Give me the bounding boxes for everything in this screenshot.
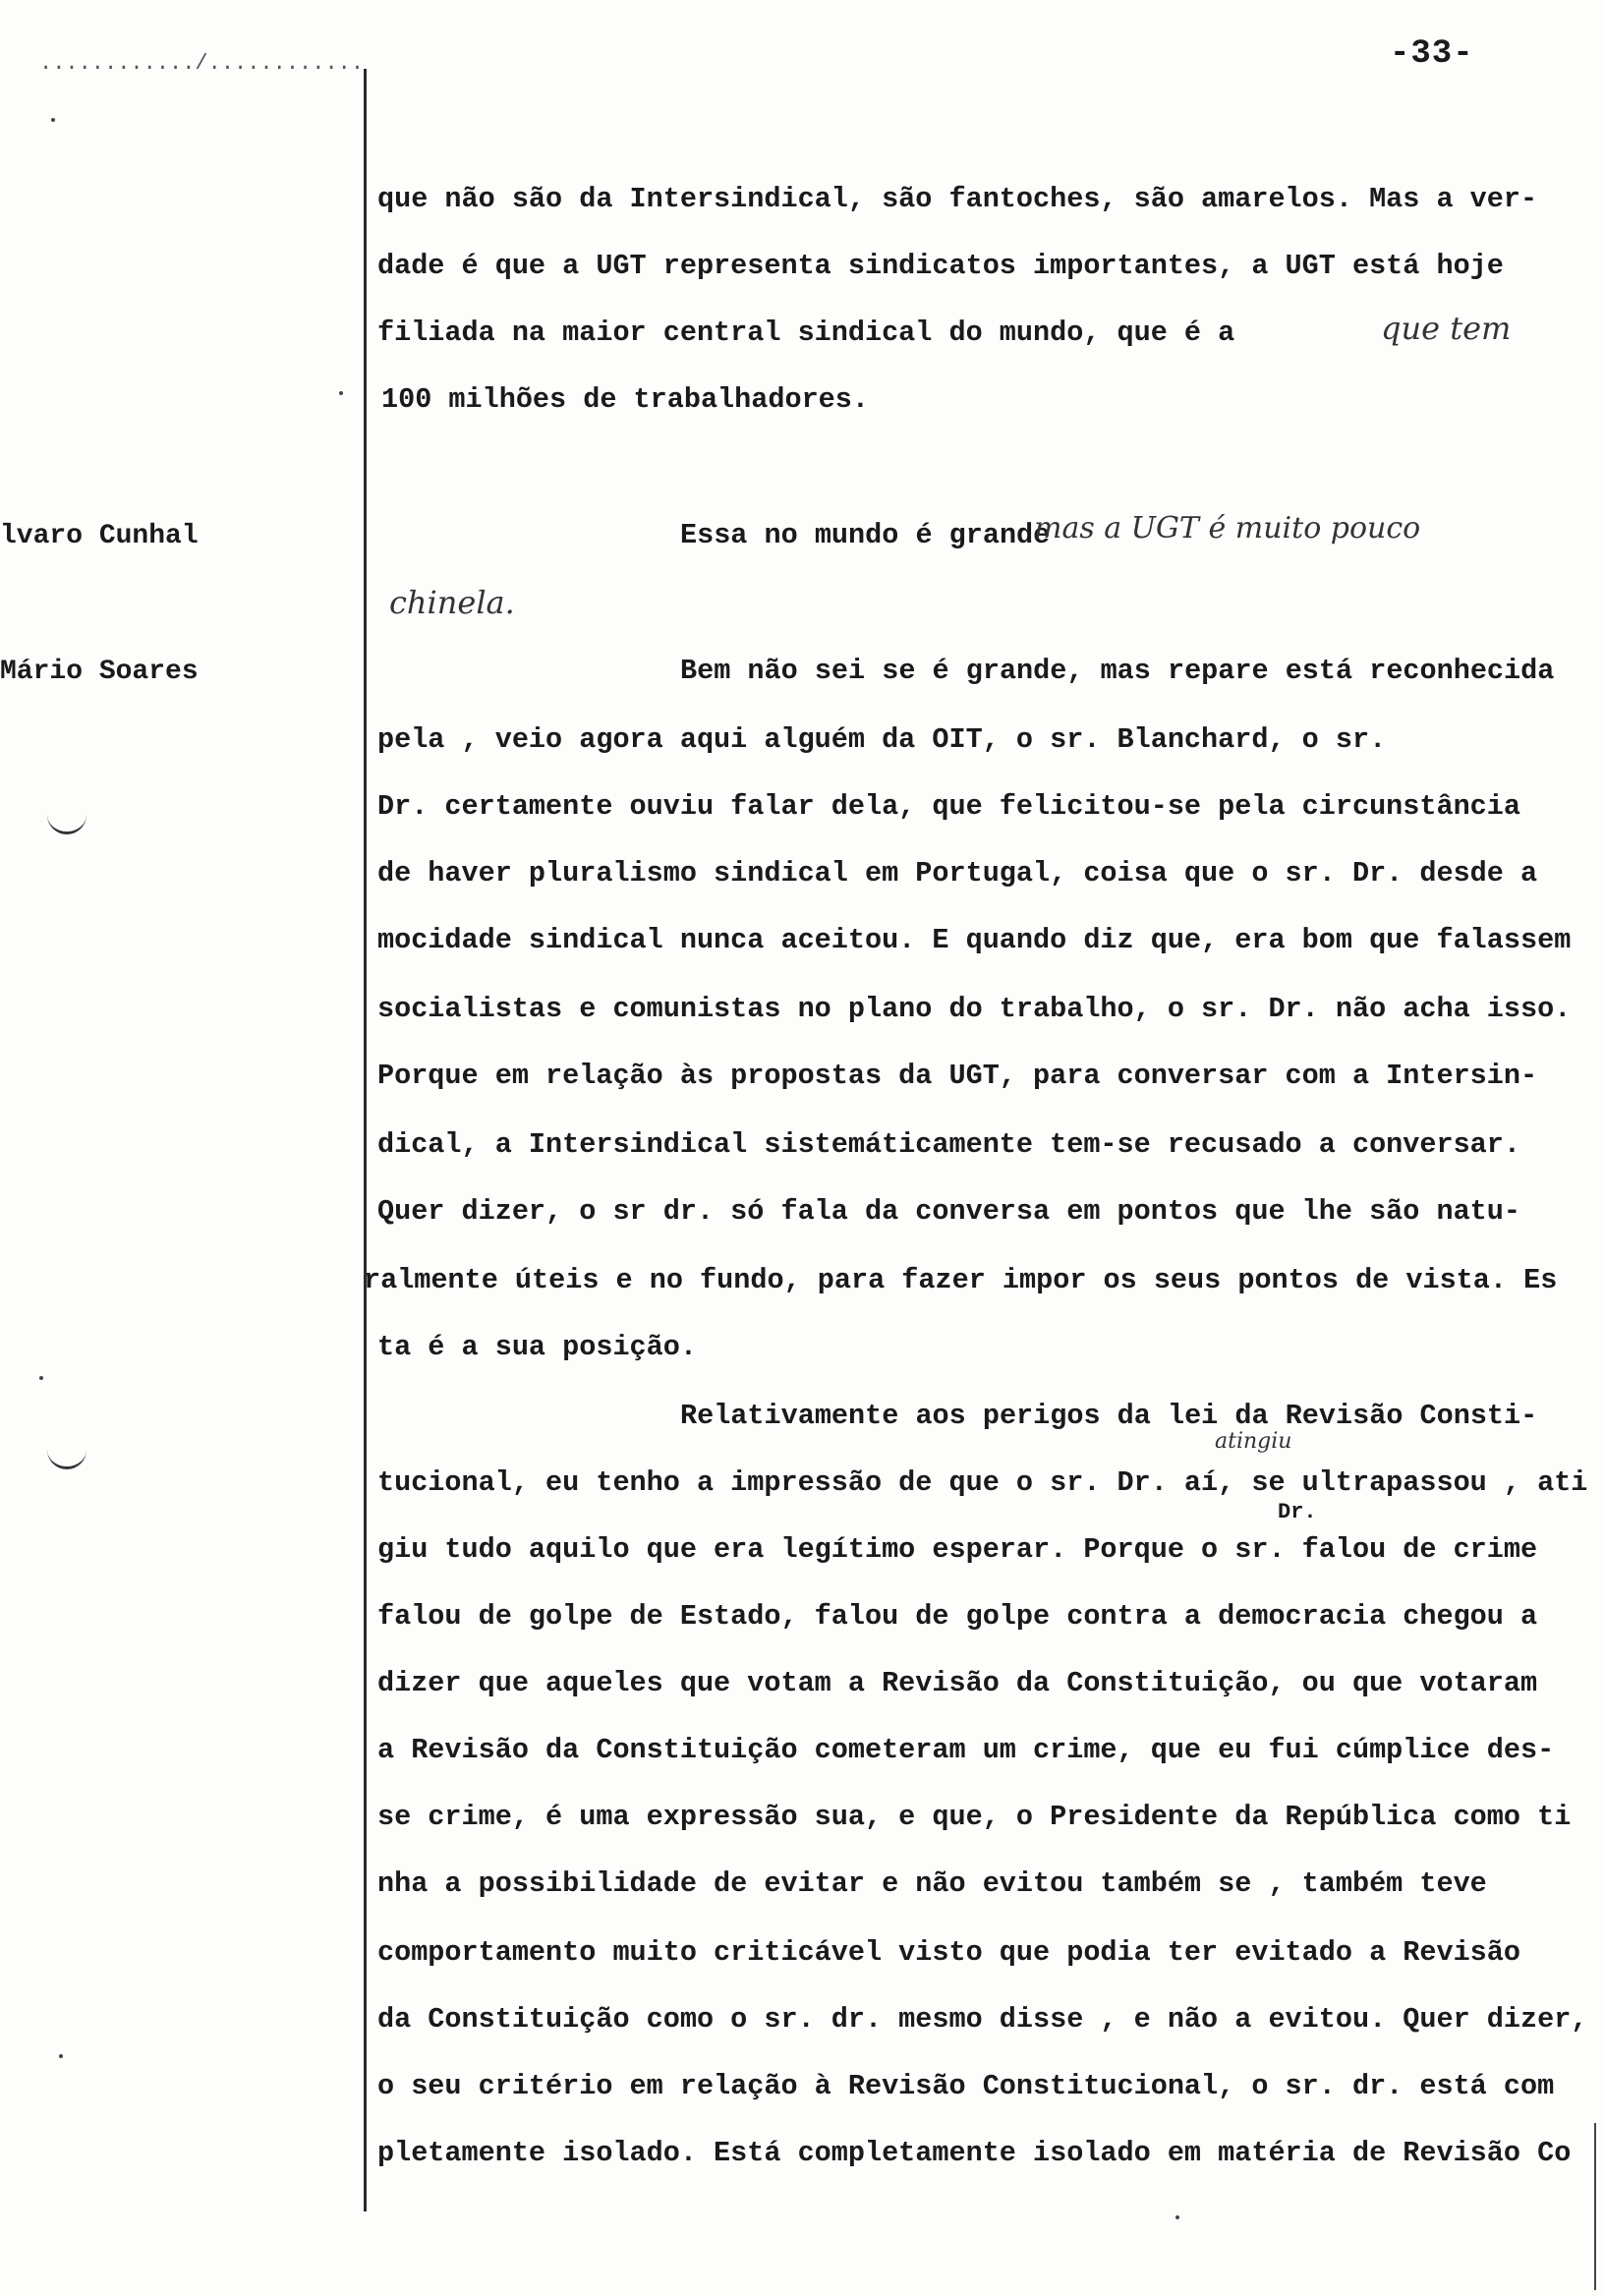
text-line: se crime, é uma expressão sua, e que, o Presidente da República como ti <box>377 1801 1572 1833</box>
text-line: a Revisão da Constituição cometeram um crime, que eu fui cúmplice des- <box>377 1734 1555 1766</box>
text-line: Relativamente aos perigos da lei da Revisão Consti- <box>680 1400 1538 1432</box>
text-line: Bem não sei se é grande, mas repare está reconhecida <box>680 655 1555 687</box>
text-line: dade é que a UGT representa sindicatos importantes, a UGT está hoje <box>377 250 1504 282</box>
superscript-note: Dr. <box>1278 1500 1317 1524</box>
text-line: giu tudo aquilo que era legítimo esperar. Porque o sr. falou de crime <box>377 1533 1538 1566</box>
handwritten-note: que tem <box>1381 310 1512 347</box>
top-left-mark: ............/............ <box>39 51 365 76</box>
text-line: dizer que aqueles que votam a Revisão da Constituição, ou que votaram <box>377 1667 1538 1699</box>
speaker-name: lvaro Cunhal <box>0 521 199 551</box>
text-line: Porque em relação às propostas da UGT, para conversar com a Intersin- <box>377 1060 1538 1092</box>
text-line: filiada na maior central sindical do mundo, que é a <box>377 316 1235 349</box>
text-line: pletamente isolado. Está completamente isolado em matéria de Revisão Co <box>377 2137 1572 2169</box>
text-line: ta é a sua posição. <box>377 1331 697 1363</box>
text-line: socialistas e comunistas no plano do trabalho, o sr. Dr. não acha isso. <box>377 993 1572 1025</box>
text-line: ralmente úteis e no fundo, para fazer impor os seus pontos de vista. Es <box>364 1264 1558 1296</box>
text-line: nha a possibilidade de evitar e não evitou também se , também teve <box>377 1867 1487 1900</box>
text-line: que não são da Intersindical, são fantoches, são amarelos. Mas a ver- <box>377 183 1538 215</box>
text-line: Essa no mundo é grande <box>680 519 1051 551</box>
text-line: comportamento muito criticável visto que podia ter evitado a Revisão <box>377 1936 1520 1969</box>
text-line: 100 milhões de trabalhadores. <box>381 383 869 416</box>
text-line: de haver pluralismo sindical em Portugal, coisa que o sr. Dr. desde a <box>377 857 1538 890</box>
text-line: falou de golpe de Estado, falou de golpe contra a democracia chegou a <box>377 1600 1538 1633</box>
text-line: dical, a Intersindical sistemáticamente tem-se recusado a conversar. <box>377 1128 1520 1161</box>
margin-bracket <box>47 808 86 834</box>
text-line: mocidade sindical nunca aceitou. E quando diz que, era bom que falassem <box>377 924 1572 956</box>
handwritten-note: mas a UGT é muito pouco <box>1034 511 1421 545</box>
page-number: -33- <box>1390 35 1474 73</box>
margin-bracket <box>47 1443 86 1469</box>
handwritten-note: atingiu <box>1215 1429 1292 1454</box>
text-line: da Constituição como o sr. dr. mesmo disse , e não a evitou. Quer dizer, <box>377 2003 1588 2036</box>
handwritten-note: chinela. <box>389 584 515 621</box>
text-line: Dr. certamente ouviu falar dela, que felicitou-se pela circunstância <box>377 790 1520 823</box>
text-line: o seu critério em relação à Revisão Constitucional, o sr. dr. está com <box>377 2070 1555 2102</box>
margin-rule <box>364 69 367 2211</box>
speaker-name: Mário Soares <box>0 657 199 687</box>
text-line: pela , veio agora aqui alguém da OIT, o sr. Blanchard, o sr. <box>377 723 1387 756</box>
page-edge-mark <box>1594 2123 1596 2290</box>
text-line: tucional, eu tenho a impressão de que o sr. Dr. aí, se ultrapassou , ati <box>377 1466 1588 1499</box>
text-line: Quer dizer, o sr dr. só fala da conversa em pontos que lhe são natu- <box>377 1195 1520 1228</box>
